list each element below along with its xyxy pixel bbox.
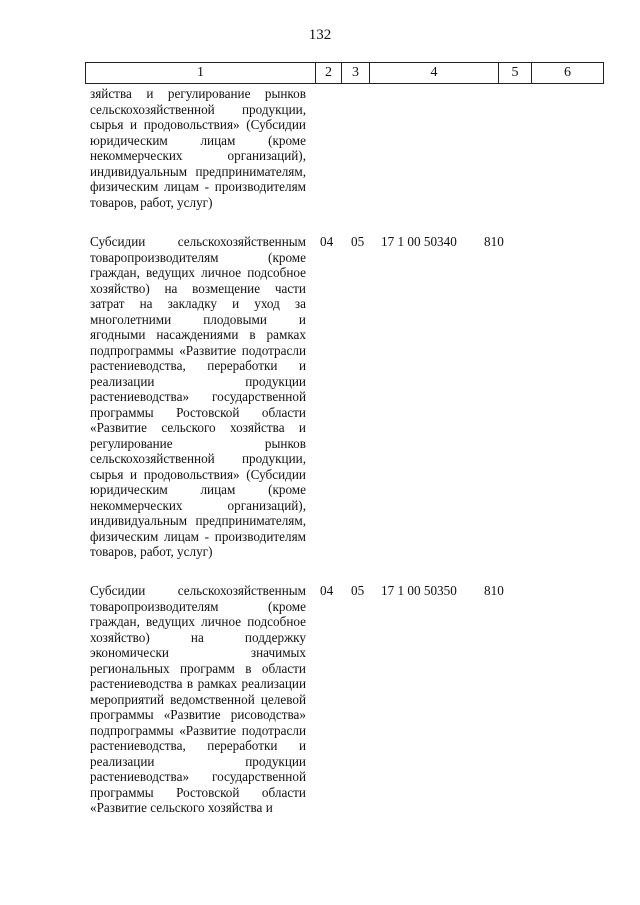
row-section: 04 [320,583,334,598]
row-subsection: 05 [351,234,365,249]
page-number: 132 [308,27,332,43]
row-description: Субсидии сельскохозяйственным товаропроизводителям (кроме граждан, ведущих личное подсобное хозяйство) на поддержку экономически значимых региональных программ в области растениеводства в рамках реализации мероприятий ведомственной целевой программы «Развитие рисоводства» подпрограммы «Развитие подотрасли растениеводства, переработки и реализации продукции растениеводства» государственной программы Ростовской области «Развитие сельского хозяйства и [90,583,306,815]
column-header-table [85,62,604,84]
row-target-article: 17 1 00 50340 [381,234,457,249]
row-section: 04 [320,234,334,249]
column-header-5: 5 [499,63,532,84]
row-target-article: 17 1 00 50350 [381,583,457,598]
column-header-3: 3 [342,63,370,84]
column-header-row [86,63,604,84]
row-subsection: 05 [351,583,365,598]
row-expense-type: 810 [484,234,504,249]
column-header-2: 2 [316,63,342,84]
column-header-1: 1 [86,63,316,84]
column-header-6: 6 [532,63,604,84]
column-header-4: 4 [370,63,499,84]
row-expense-type: 810 [484,583,504,598]
row-description: зяйства и регулирование рынков сельскохозяйственной продукции, сырья и продовольствия» (Субсидии юридическим лицам (кроме некоммерческих организаций), индивидуальным предпринимателям, физическим лицам - производителям товаров, работ, услуг) [90,86,306,210]
row-description: Субсидии сельскохозяйственным товаропроизводителям (кроме граждан, ведущих личное подсобное хозяйство) на возмещение части затрат на закладку и уход за многолетними плодовыми и ягодными насаждениями в рамках подпрограммы «Развитие подотрасли растениеводства, переработки и реализации продукции растениеводства» государственной программы Ростовской области «Развитие сельского хозяйства и регулирование рынков сельскохозяйственной продукции, сырья и продовольствия» (Субсидии юридическим лицам (кроме некоммерческих организаций), индивидуальным предпринимателям, физическим лицам - производителям товаров, работ, услуг) [90,234,306,559]
